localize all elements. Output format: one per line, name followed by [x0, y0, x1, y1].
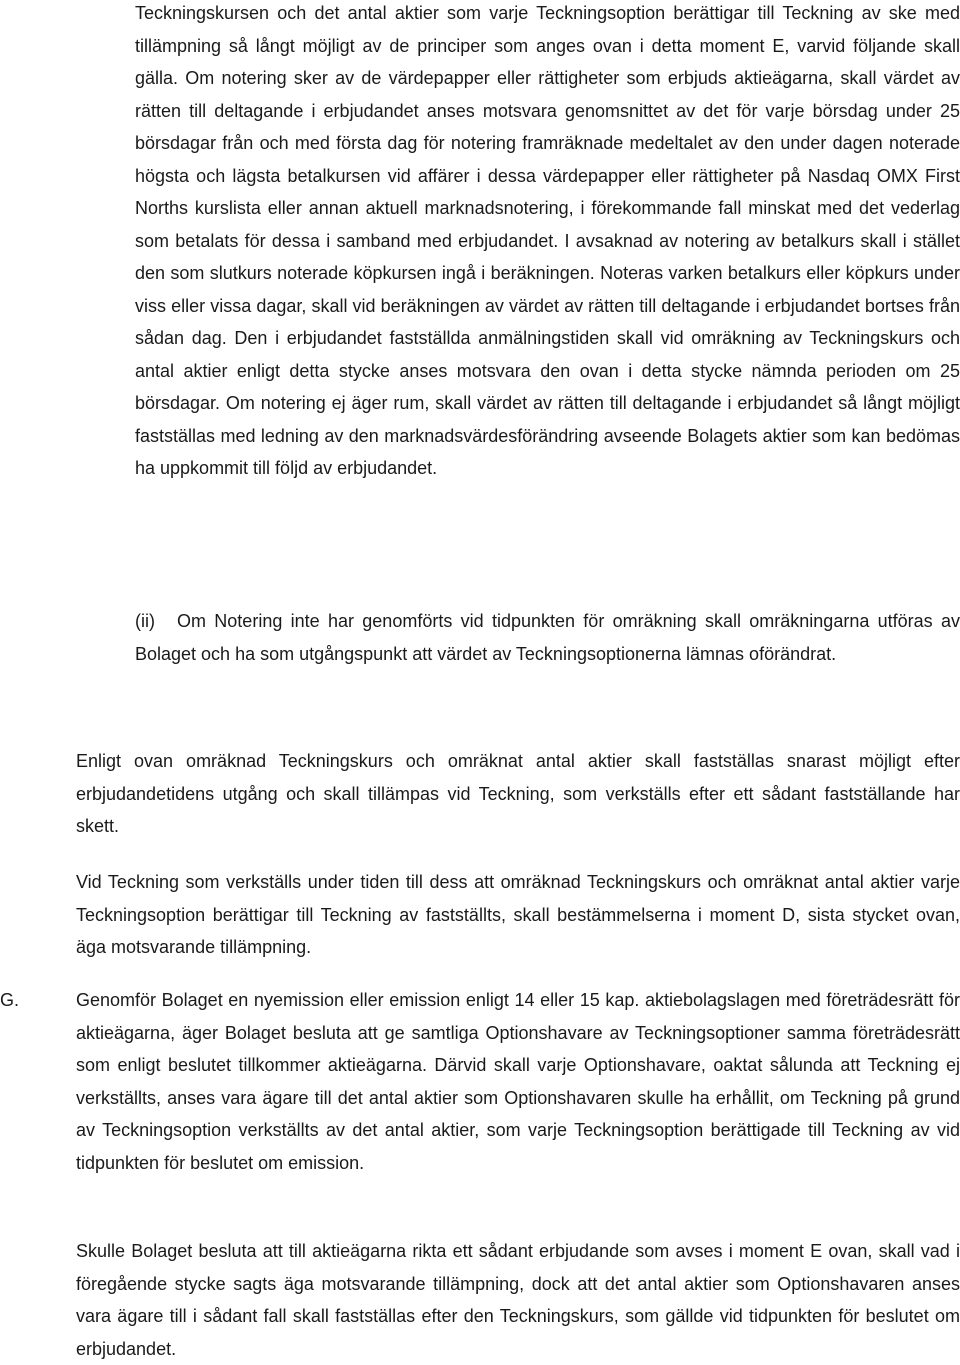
paragraph-valuation-rules: Teckningskursen och det antal aktier som varje Teckningsoption berättigar till Teckning av ske med tillämpning så långt möjligt av de principer som anges ovan i detta moment E, varvid följande skall gälla. Om notering sker av de värdepapper eller rättigheter som erbjuds aktieägarna, skall värdet av rätten till deltagande i erbjudandet anses motsvara genomsnittet av det för varje börsdag under 25 börsdagar från och med första dag för notering framräknade medeltalet av den under dagen noterade högsta och lägsta betalkursen vid affärer i dessa värdepapper eller rättigheter på Nasdaq OMX First Norths kurslista eller annan aktuell marknadsnotering, i förekommande fall minskat med det vederlag som betalats för dessa i samband med erbjudandet. I avsaknad av notering av betalkurs skall i stället den som slutkurs noterade köpkursen ingå i beräkningen. Noteras varken betalkurs eller köpkurs under viss eller vissa dagar, skall vid beräkningen av värdet av rätten till deltagande i erbjudandet bortses från sådan dag. Den i erbjudandet fastställda anmälningstiden skall vid omräkning av Teckningskurs och antal aktier enligt detta stycke anses motsvara den ovan i detta stycke nämnda perioden om 25 börsdagar. Om notering ej äger rum, skall värdet av rätten till deltagande i erbjudandet så långt möjligt fastställas med ledning av den marknadsvärdesförändring avseende Bolagets aktier som kan bedömas ha uppkommit till följd av erbjudandet. [135, 3, 960, 478]
paragraph-subscription-during-recalc: Vid Teckning som verkställs under tiden till dess att omräknad Teckningskurs och omräknat antal aktier varje Teckningsoption berättigar till Teckning av fastställts, skall bestämmelserna i moment D, sista stycket ovan, äga motsvarande tillämpning. [76, 872, 960, 957]
list-item-ii-label: (ii) [135, 611, 155, 631]
section-g-text: Genomför Bolaget en nyemission eller emission enligt 14 eller 15 kap. aktiebolagslagen med företrädesrätt för aktieägarna, äger Bolaget besluta att ge samtliga Optionshavare av Teckningsoptioner samma företrädesrätt som enligt beslutet tillkommer aktieägarna. Därvid skall varje Optionshavare, oaktat sålunda att Teckning ej verkställts, anses vara ägare till det antal aktier som Optionshavaren skulle ha erhållit, om Teckning på grund av Teckningsoption verkställts av det antal aktier, som varje Teckningsoption berättigade till Teckning av vid tidpunkten för beslutet om emission. [76, 990, 960, 1173]
section-g-marker: G. [0, 990, 20, 1010]
list-item-ii [135, 605, 960, 670]
paragraph-offer-to-shareholders: Skulle Bolaget besluta att till aktieägarna rikta ett sådant erbjudande som avses i moment E ovan, skall vad i föregående stycke sagts äga motsvarande tillämpning, dock att det antal aktier som Optionshavaren anses vara ägare till i sådant fall skall fastställas efter den Teckningskurs, som gällde vid tidpunkten för beslutet om erbjudandet. [76, 1241, 960, 1359]
list-item-ii-text: Om Notering inte har genomförts vid tidpunkten för omräkning skall omräkningarna utföras av Bolaget och ha som utgångspunkt att värdet av Teckningsoptionerna lämnas oförändrat. [135, 611, 960, 664]
paragraph-recalculation-timing: Enligt ovan omräknad Teckningskurs och omräknat antal aktier skall fastställas snarast möjligt efter erbjudandetidens utgång och skall tillämpas vid Teckning, som verkställs efter ett sådant fastställande har skett. [76, 751, 960, 836]
